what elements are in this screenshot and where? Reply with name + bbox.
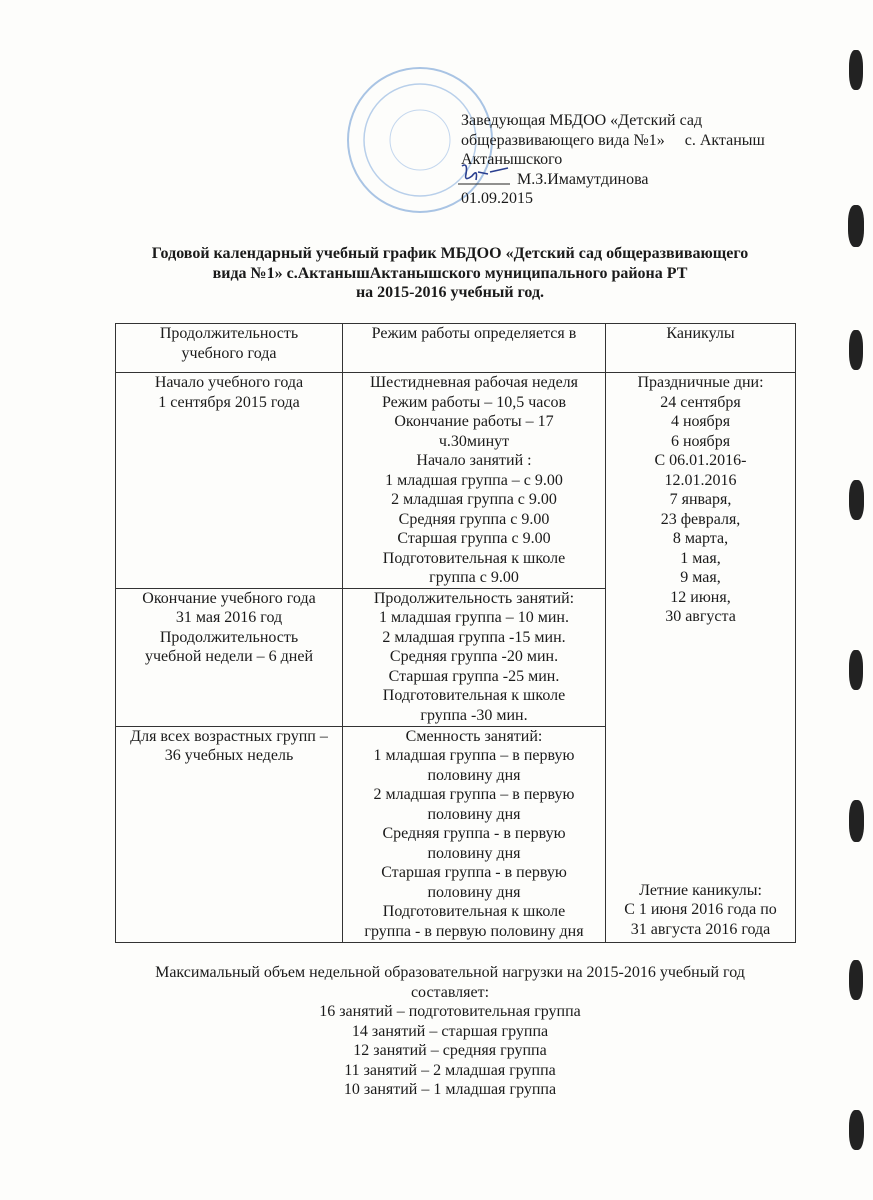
text-line: 1 сентября 2015 года [158, 393, 300, 411]
text-line: составляет: [410, 983, 490, 1001]
text-line: половину дня [427, 883, 521, 901]
text-line: Средняя группа с 9.00 [398, 510, 550, 528]
text-line: 2 младшая группа – в первую [373, 786, 575, 803]
table-cell [343, 726, 606, 942]
text-line: 16 занятий – подготовительная группа [319, 1003, 581, 1020]
holidays-cell [606, 373, 796, 943]
text-line: 1 мая, [680, 549, 721, 567]
text-line: Средняя группа - в первую [382, 825, 566, 842]
text-line: 31 мая 2016 год [175, 609, 283, 626]
text-line: 24 сентября [660, 393, 741, 411]
text-line: Подготовительная к школе [382, 903, 566, 920]
text-line: ч.30минут [438, 432, 510, 450]
text-line: 9 мая, [680, 569, 721, 586]
table-cell [116, 588, 343, 726]
text-line: 6 ноября [670, 432, 731, 450]
text-line: 1 младшая группа – 10 мин. [379, 609, 569, 626]
text-line: Для всех возрастных групп – [130, 727, 328, 745]
summer-holidays [608, 881, 793, 940]
text-line: 10 занятий – 1 младшая группа [343, 1081, 557, 1098]
approval-line: Заведующая МБДОО «Детский сад [461, 112, 703, 129]
text-line: 12 июня, [670, 588, 731, 606]
text-line: 11 занятий – 2 младшая группа [344, 1061, 556, 1079]
binding-marks [845, 0, 867, 1200]
text-line: Окончание работы – 17 [394, 413, 554, 430]
approval-block [461, 111, 765, 209]
table-cell [343, 373, 606, 589]
text-line: Сменность занятий: [405, 727, 543, 745]
workload-summary [100, 963, 800, 1100]
header-cell [343, 324, 606, 373]
header-text: учебного года [181, 344, 277, 362]
text-line: Окончание учебного года [142, 589, 316, 607]
text-line: половину дня [427, 766, 521, 784]
table-cell [116, 726, 343, 942]
text-line: Шестидневная рабочая неделя [369, 374, 579, 391]
text-line: Средняя группа -20 мин. [389, 648, 559, 665]
text-line: группа - в первую половину дня [364, 922, 584, 940]
title-line: на 2015-2016 учебный год. [355, 284, 545, 301]
text-line: С 1 июня 2016 года по [624, 901, 777, 918]
text-line: 12.01.2016 [664, 471, 737, 489]
approval-signatory: М.З.Имамутдинова [517, 170, 649, 188]
text-line: 1 младшая группа – в первую [373, 747, 575, 764]
text-line: учебной недели – 6 дней [144, 648, 314, 665]
approval-line: Актанышского [461, 151, 563, 168]
text-line: С 06.01.2016- [654, 452, 747, 469]
holidays-list [608, 373, 793, 627]
text-line: группа с 9.00 [429, 569, 519, 586]
text-line: 2 младшая группа с 9.00 [391, 491, 557, 508]
text-line: Летние каникулы: [639, 881, 762, 899]
table-cell [116, 373, 343, 589]
text-line: группа -30 мин. [420, 706, 528, 724]
title-line: вида №1» с.АктанышАктанышского муниципального района РТ [212, 264, 688, 282]
text-line: 7 января, [669, 491, 732, 508]
text-line: половину дня [427, 805, 521, 823]
title-line: Годовой календарный учебный график МБДОО «Детский сад общеразвивающего [151, 245, 749, 262]
text-line: Начало занятий : [416, 452, 532, 469]
text-line: 23 февраля, [660, 510, 741, 528]
text-line: 30 августа [665, 608, 736, 625]
text-line: Продолжительность [159, 628, 299, 646]
text-line: 2 младшая группа -15 мин. [382, 628, 566, 646]
header-cell [606, 324, 796, 373]
text-line: Старшая группа - в первую [381, 864, 567, 881]
text-line: Старшая группа -25 мин. [388, 667, 560, 685]
text-line: 1 младшая группа – с 9.00 [385, 471, 563, 489]
text-line: половину дня [427, 844, 521, 862]
text-line: 36 учебных недель [164, 747, 294, 764]
header-text: Каникулы [666, 325, 735, 342]
text-line: 12 занятий – средняя группа [353, 1042, 547, 1059]
table-cell [343, 588, 606, 726]
text-line: Продолжительность занятий: [373, 589, 575, 607]
text-line: 4 ноября [670, 413, 731, 430]
schedule-table [115, 323, 796, 943]
text-line: 8 марта, [672, 530, 729, 547]
header-text: Продолжительность [159, 325, 299, 342]
text-line: Старшая группа с 9.00 [397, 530, 551, 547]
text-line: Начало учебного года [154, 374, 304, 391]
table-header-row [116, 324, 796, 373]
text-line: Подготовительная к школе [382, 687, 566, 704]
table-row [116, 373, 796, 589]
header-text: Режим работы определяется в [371, 325, 577, 342]
text-line: 14 занятий – старшая группа [351, 1022, 549, 1040]
text-line: Максимальный объем недельной образовательной нагрузки на 2015-2016 учебный год [155, 964, 745, 981]
text-line: Подготовительная к школе [382, 549, 566, 567]
text-line: 31 августа 2016 года [630, 920, 771, 938]
approval-line: общеразвивающего вида №1» с. Актаныш [461, 131, 765, 149]
text-line: Праздничные дни: [637, 374, 764, 391]
header-cell [116, 324, 343, 373]
document-title [100, 244, 800, 303]
text-line: Режим работы – 10,5 часов [381, 393, 567, 411]
approval-date: 01.09.2015 [461, 190, 533, 207]
